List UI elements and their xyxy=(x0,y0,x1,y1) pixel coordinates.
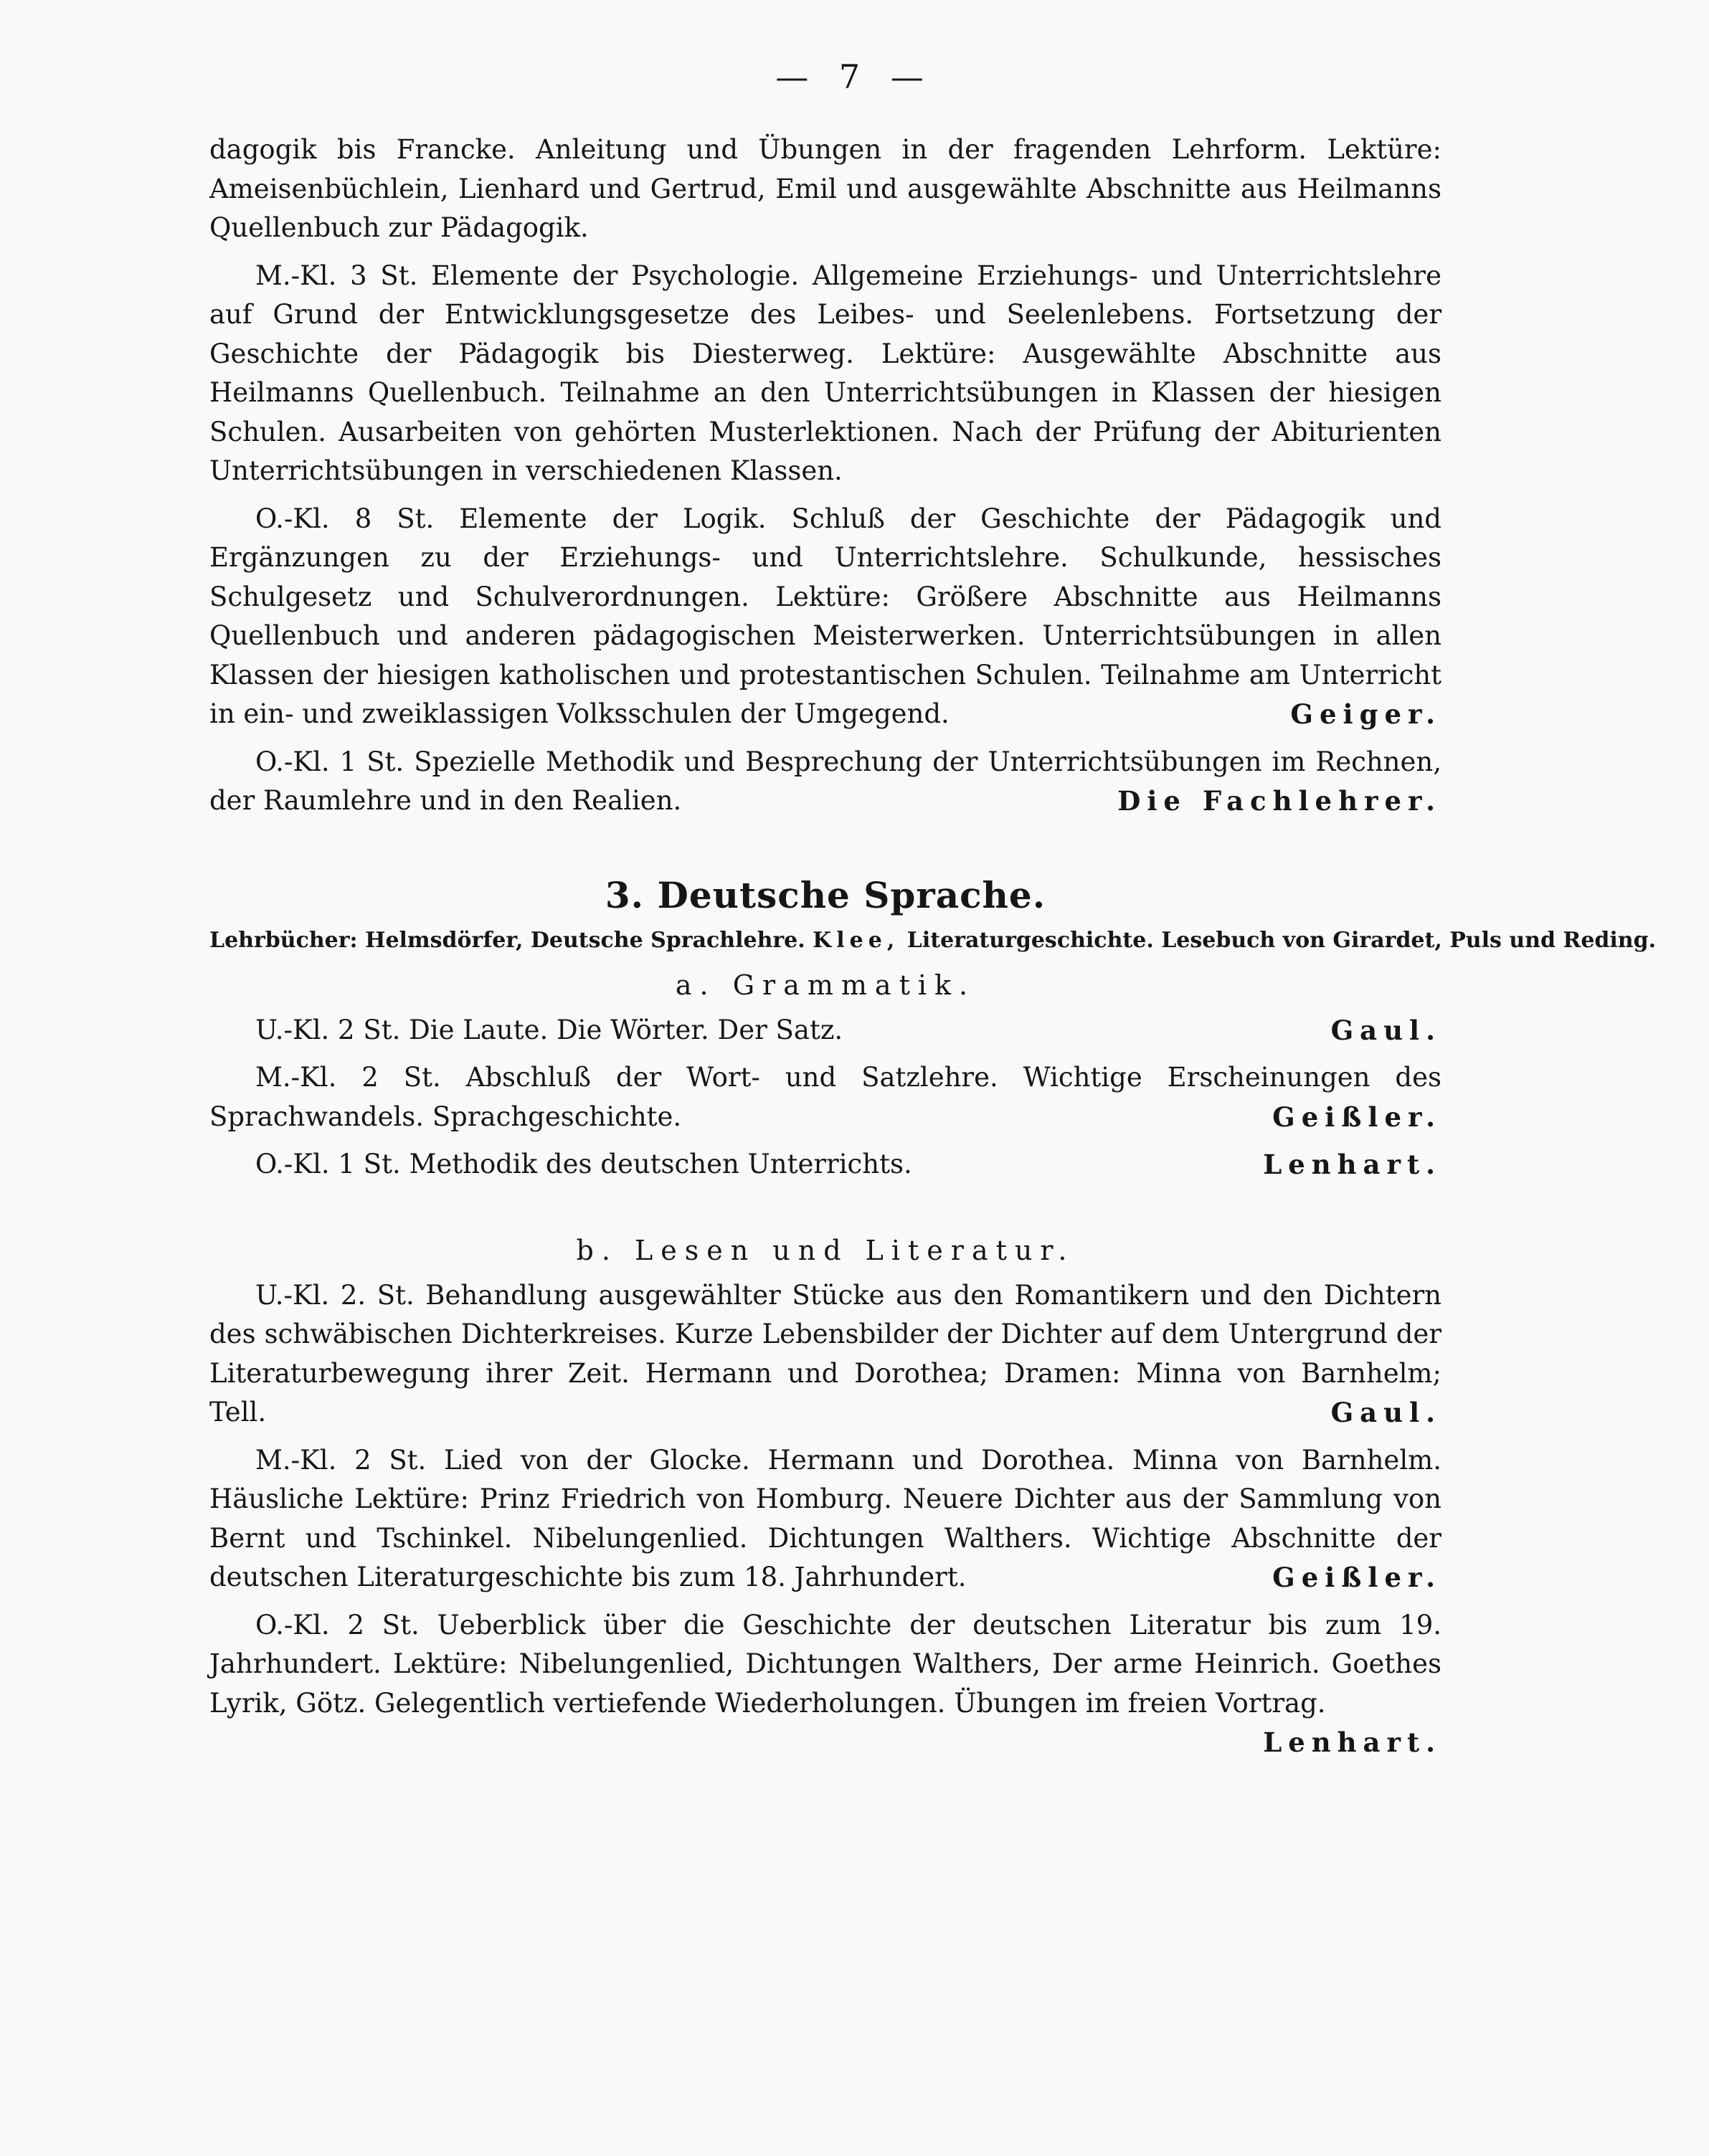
signature-geissler: Geißler. xyxy=(1272,1562,1441,1593)
signature-geiger: Geiger. xyxy=(1290,698,1441,730)
lesen-ukl-text: U.-Kl. 2. St. Behandlung ausgewählter Stücke aus den Romantikern und den Dichtern des schwäbischen Dichterkreises. Kurze Lebensbilder der Dichter auf dem Untergrund der Literaturbewegung ihrer Zeit. Hermann und Dorothea; Dramen: Minna von Barnhelm; Tell. xyxy=(209,1279,1441,1428)
paedagogik-okl-paragraph xyxy=(209,500,1441,734)
grammatik-okl-paragraph xyxy=(209,1145,1441,1184)
lesen-ukl-paragraph xyxy=(209,1276,1441,1433)
methodik-okl-paragraph xyxy=(209,743,1441,821)
methodik-okl-text: O.-Kl. 1 St. Spezielle Methodik und Besprechung der Unterrichtsübungen im Rechnen, der Raumlehre und in den Realien. xyxy=(209,746,1441,816)
intro-paragraph: dagogik bis Francke. Anleitung und Übungen in der fragenden Lehrform. Lektüre: Ameisenbüchlein, Lienhard und Gertrud, Emil und ausgewählte Abschnitte aus Heilmanns Quellenbuch zur Pädagogik. xyxy=(209,134,1441,243)
subheading-lesen-literatur: b. Lesen und Literatur. xyxy=(576,1234,1075,1266)
signature-lenhart: Lenhart. xyxy=(1263,1149,1441,1180)
textbooks-literatur: Literaturgeschichte. Lesebuch von Girardet, Puls und Reding. xyxy=(906,927,1657,953)
paedagogik-mkl-paragraph: M.-Kl. 3 St. Elemente der Psychologie. Allgemeine Erziehungs- und Unterrichtslehre auf Grund der Entwicklungsgesetze des Leibes- und Seelenlebens. Fortsetzung der Geschichte der Pädagogik bis Diesterweg. Lektüre: Ausgewählte Abschnitte aus Heilmanns Quellenbuch. Teilnahme an den Unterrichtsübungen in Klassen der hiesigen Schulen. Ausarbeiten von gehörten Musterlektionen. Nach der Prüfung der Abiturienten Unterrichtsübungen in verschiedenen Klassen. xyxy=(209,260,1441,486)
lesen-okl-text: O.-Kl. 2 St. Ueberblick über die Geschichte der deutschen Literatur bis zum 19. Jahrhundert. Lektüre: Nibelungenlied, Dichtungen Walthers, Der arme Heinrich. Goethes Lyrik, Götz. Gelegentlich vertiefende Wiederholungen. Übungen im freien Vortrag. xyxy=(209,1609,1441,1719)
section-title-deutsche-sprache: 3. Deutsche Sprache. xyxy=(605,873,1046,916)
grammatik-ukl-paragraph xyxy=(209,1011,1441,1050)
grammatik-mkl-text: M.-Kl. 2 St. Abschluß der Wort- und Satzlehre. Wichtige Erscheinungen des Sprachwandels. Sprachgeschichte. xyxy=(209,1062,1441,1132)
signature-gaul: Gaul. xyxy=(1330,1397,1441,1428)
page-number: — 7 — xyxy=(775,57,934,96)
signature-geissler: Geißler. xyxy=(1272,1101,1441,1133)
textbooks-label: Lehrbücher: xyxy=(209,927,358,953)
grammatik-mkl-paragraph xyxy=(209,1058,1441,1136)
paedagogik-okl-text: O.-Kl. 8 St. Elemente der Logik. Schluß der Geschichte der Pädagogik und Ergänzungen zu der Erziehungs- und Unterrichtslehre. Schulkunde, hessisches Schulgesetz und Schulverordnungen. Lektüre: Größere Abschnitte aus Heilmanns Quellenbuch und anderen pädagogischen Meisterwerken. Unterrichtsübungen in allen Klassen der hiesigen katholischen und protestantischen Schulen. Teilnahme am Unterricht in ein- und zweiklassigen Volksschulen der Umgegend. xyxy=(209,503,1441,729)
grammatik-okl-text: O.-Kl. 1 St. Methodik des deutschen Unterrichts. xyxy=(255,1149,912,1179)
page-body xyxy=(209,130,1657,1762)
lesen-mkl-paragraph xyxy=(209,1441,1441,1597)
signature-fachlehrer: Die Fachlehrer. xyxy=(1117,785,1441,817)
grammatik-ukl-text: U.-Kl. 2 St. Die Laute. Die Wörter. Der Satz. xyxy=(255,1014,843,1045)
lesen-okl-paragraph xyxy=(209,1606,1441,1758)
lesen-mkl-text: M.-Kl. 2 St. Lied von der Glocke. Hermann und Dorothea. Minna von Barnhelm. Häusliche Lektüre: Prinz Friedrich von Homburg. Neuere Dichter aus der Sammlung von Bernt und Tschinkel. Nibelungenlied. Dichtungen Walthers. Wichtige Abschnitte der deutschen Literaturgeschichte bis zum 18. Jahrhundert. xyxy=(209,1444,1441,1592)
subheading-grammatik: a. Grammatik. xyxy=(675,969,976,1001)
textbooks-line xyxy=(209,926,1657,955)
signature-gaul: Gaul. xyxy=(1330,1014,1441,1046)
textbooks-sprachlehre: Helmsdörfer, Deutsche Sprachlehre. xyxy=(365,927,805,953)
textbooks-author: Klee, xyxy=(813,927,900,953)
signature-lenhart: Lenhart. xyxy=(1263,1727,1441,1758)
